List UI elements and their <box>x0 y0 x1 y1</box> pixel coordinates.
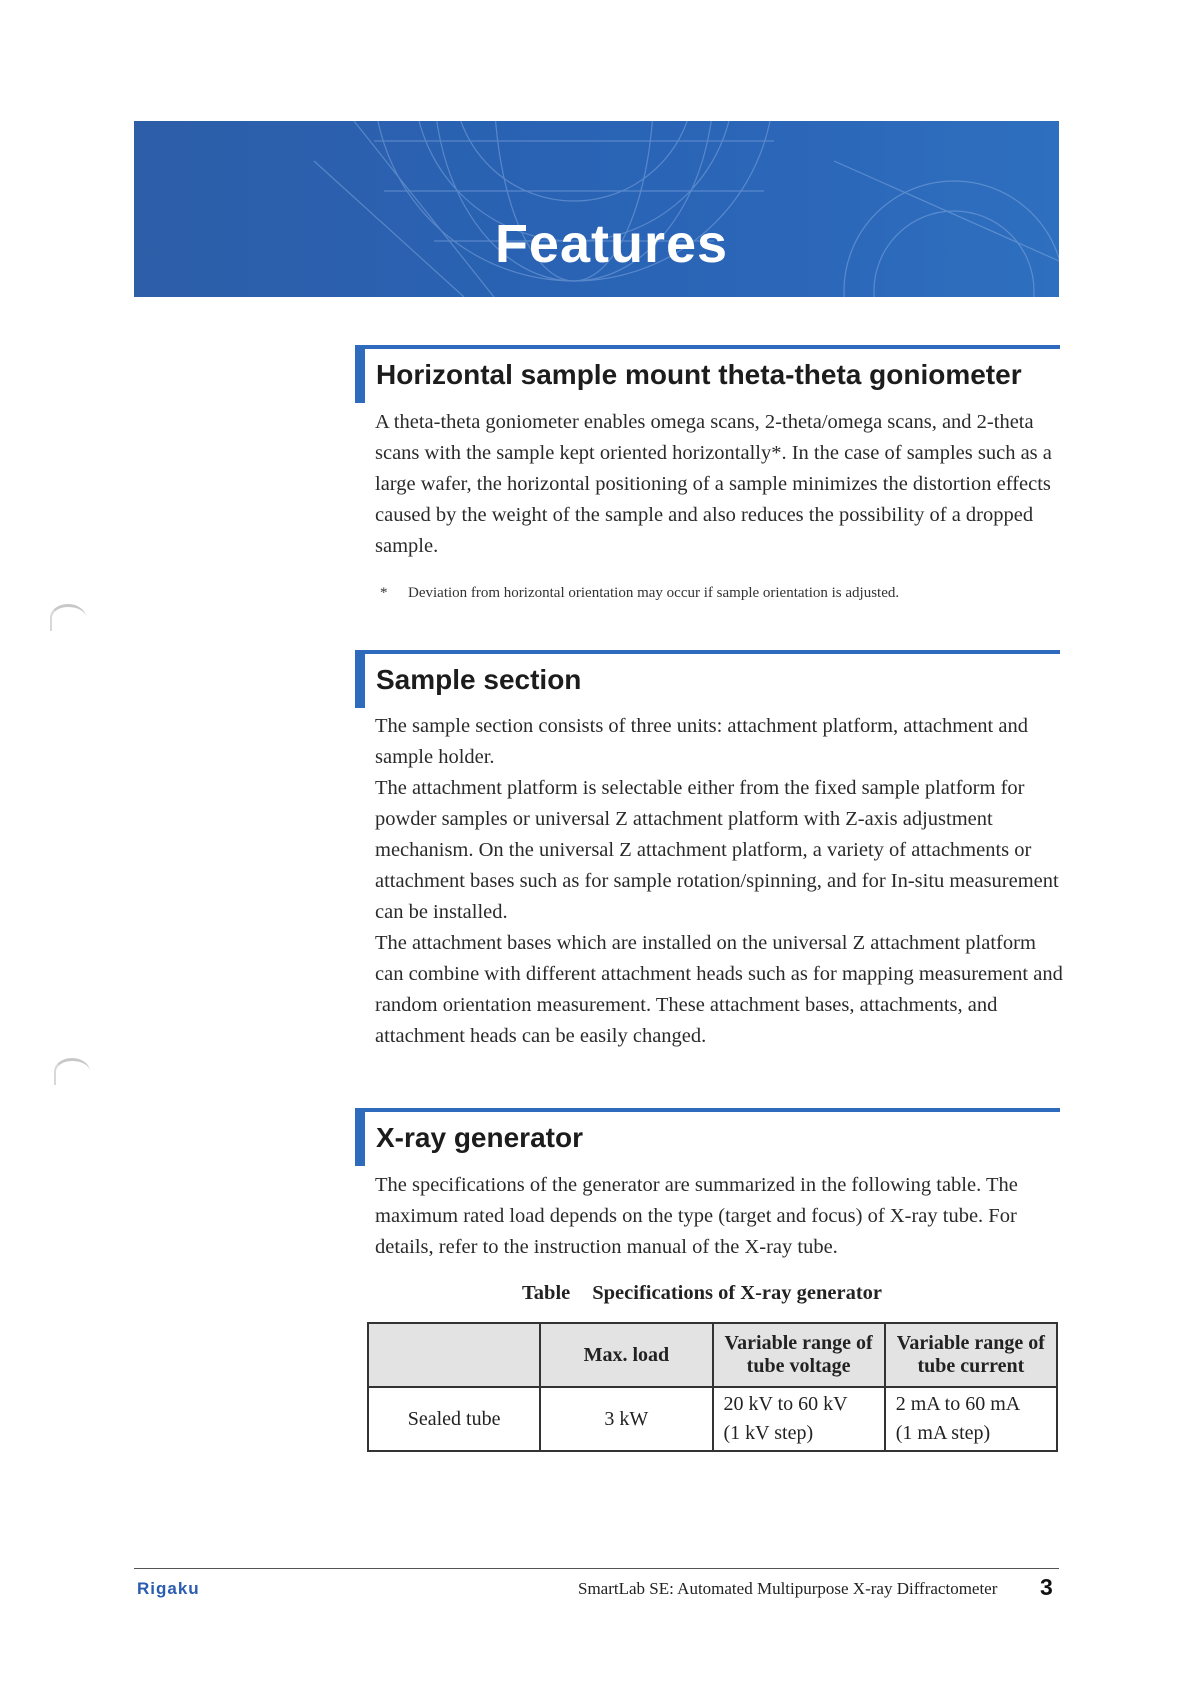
binder-hole-mark <box>54 1058 90 1085</box>
voltage-range: 20 kV to 60 kV <box>723 1393 848 1415</box>
footnote-text: Deviation from horizontal orientation may occur if sample orientation is adjusted. <box>408 585 900 601</box>
cell-current <box>885 1387 1057 1451</box>
banner-title: Features <box>494 214 729 274</box>
sample-paragraph-1: The sample section consists of three units: attachment platform, attachment and sample holder. <box>375 715 1028 768</box>
section-heading-xray <box>355 1108 1060 1166</box>
section-title: Sample section <box>376 664 582 695</box>
heading-rule <box>355 650 1060 654</box>
specifications-table <box>367 1322 1058 1452</box>
current-step: (1 mA step) <box>895 1422 991 1444</box>
footer-rule <box>134 1568 1059 1569</box>
heading-accent-bar <box>355 1108 365 1166</box>
xray-paragraph: The specifications of the generator are summarized in the following table. The maximum rated load depends on the type (target and focus) of X-ray tube. For details, refer to the instruction manual of the X-ray tube. <box>375 1174 1018 1258</box>
rigaku-logo: Rigaku <box>137 1579 200 1598</box>
cell-voltage <box>713 1387 885 1451</box>
header-voltage: Variable range of tube voltage <box>713 1323 885 1387</box>
voltage-step: (1 kV step) <box>723 1422 814 1444</box>
section-heading-sample <box>355 650 1060 708</box>
section-title: X-ray generator <box>376 1122 583 1153</box>
sample-paragraph-2: The attachment platform is selectable either from the fixed sample platform for powder samples or universal Z attachment platform with Z-axis adjustment mechanism. On the universal Z attachment platform, a variety of attachments or attachment bases such as for sample rotation/spinning, and for In-situ measurement can be installed. <box>375 777 1059 923</box>
cell-max-load: 3 kW <box>540 1387 712 1451</box>
footer-title: SmartLab SE: Automated Multipurpose X-ray Diffractometer <box>578 1579 998 1598</box>
footnote <box>380 585 899 602</box>
header-current: Variable range of tube current <box>885 1323 1057 1387</box>
goniometer-paragraph: A theta-theta goniometer enables omega scans, 2-theta/omega scans, and 2-theta scans with the sample kept oriented horizontally*. In the case of samples such as a large wafer, the horizontal positioning of a sample minimizes the distortion effects caused by the weight of the sample and also reduces the possibility of a dropped sample. <box>375 411 1052 557</box>
table-caption-lead: Table <box>522 1282 571 1304</box>
table-caption <box>522 1282 882 1305</box>
current-range: 2 mA to 60 mA <box>895 1393 1021 1415</box>
table-row <box>368 1387 1057 1451</box>
sample-paragraph-3: The attachment bases which are installed on the universal Z attachment platform can combine with different attachment heads such as for mapping measurement and random orientation measurement. These attachment bases, attachments, and attachment heads can be easily changed. <box>375 932 1063 1047</box>
footnote-marker: * <box>380 585 388 601</box>
section-heading-goniometer <box>355 345 1060 403</box>
table-caption-text: Specifications of X-ray generator <box>592 1282 883 1304</box>
heading-accent-bar <box>355 345 365 403</box>
page-number: 3 <box>1040 1574 1053 1600</box>
heading-rule <box>355 345 1060 349</box>
heading-rule <box>355 1108 1060 1112</box>
table-header-row <box>368 1323 1057 1387</box>
section-title: Horizontal sample mount theta-theta goniometer <box>376 359 1022 390</box>
header-max-load: Max. load <box>540 1323 712 1387</box>
heading-accent-bar <box>355 650 365 708</box>
features-banner <box>134 121 1059 297</box>
header-empty <box>368 1323 540 1387</box>
binder-hole-mark <box>50 604 86 631</box>
cell-tube-type: Sealed tube <box>368 1387 540 1451</box>
